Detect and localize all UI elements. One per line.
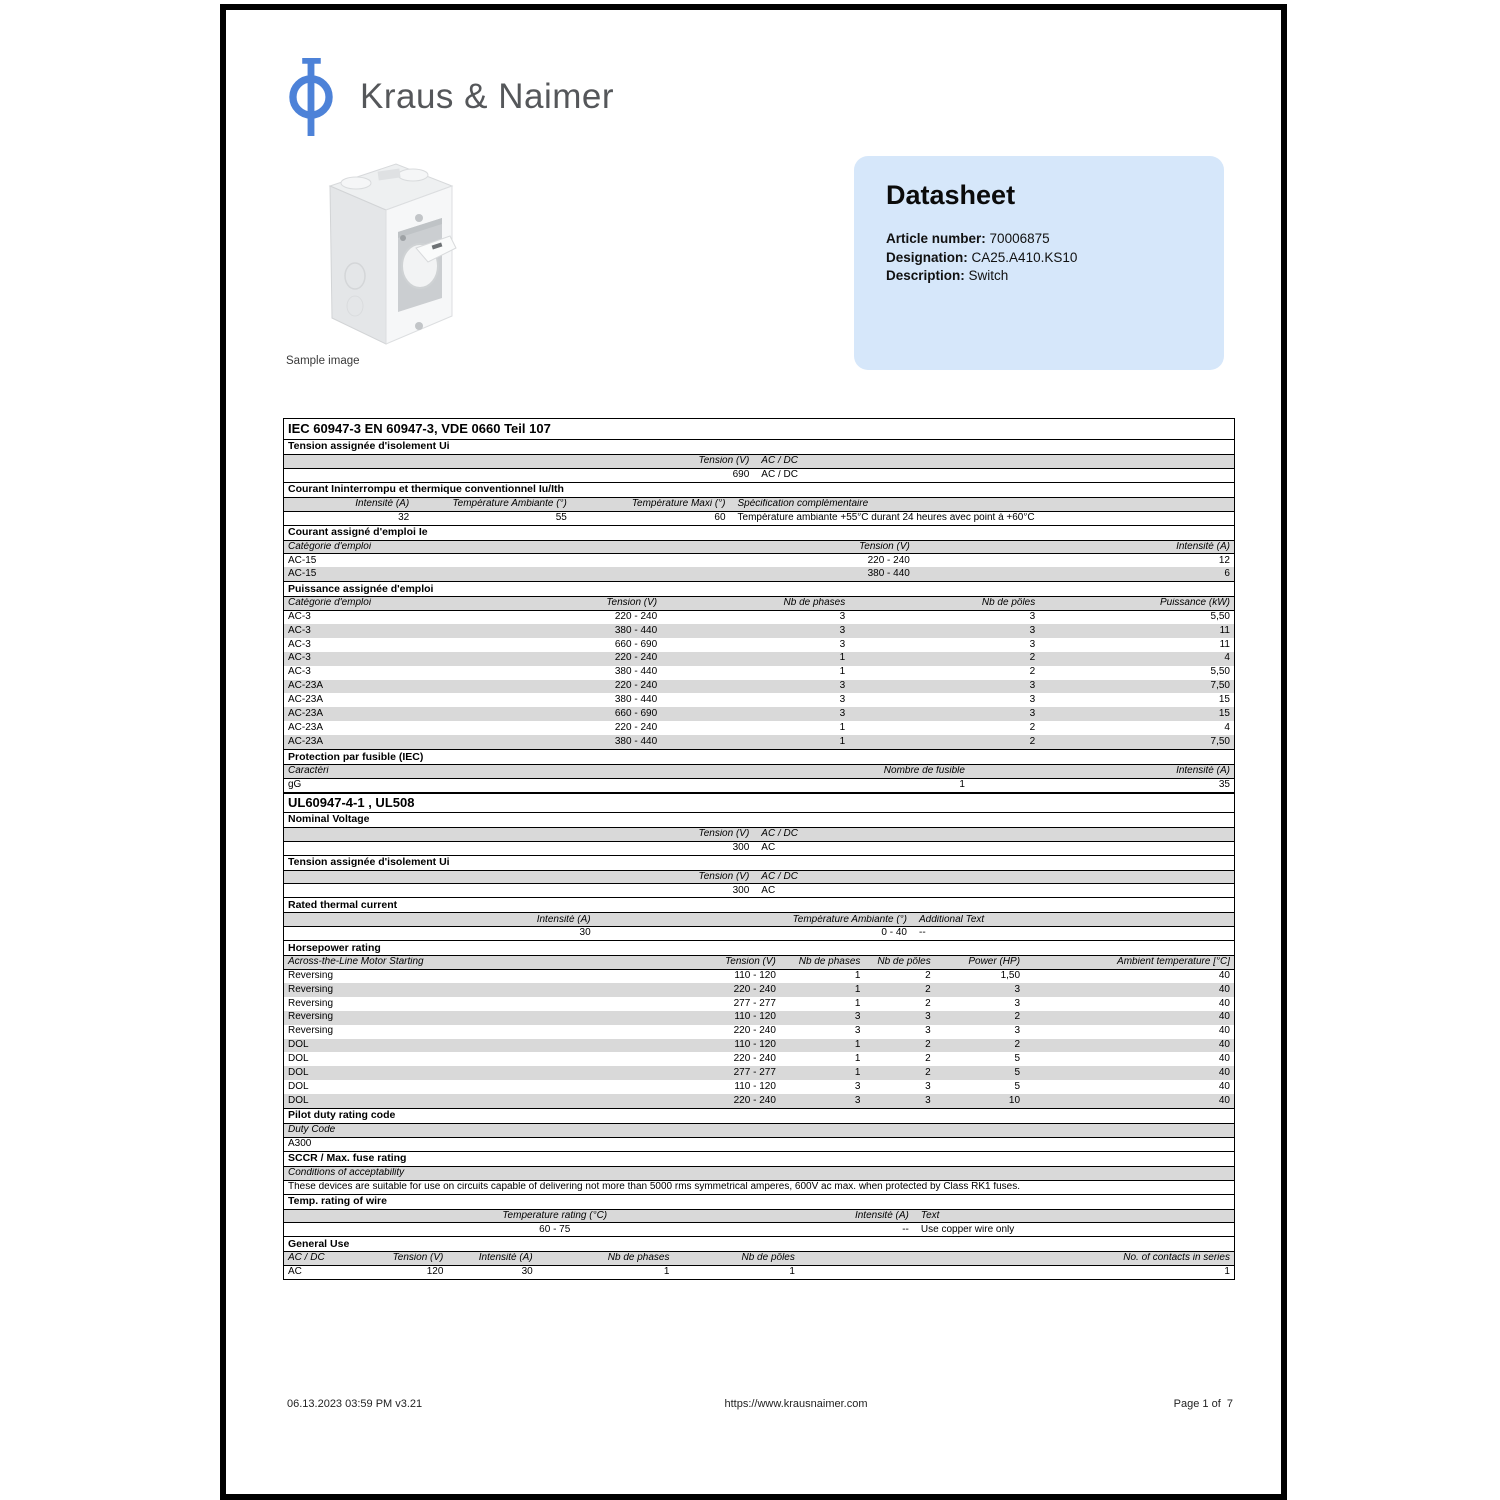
column-header-row xyxy=(284,912,1234,926)
table-cell: Intensité (A) xyxy=(478,1253,533,1264)
table-cell: 1 xyxy=(854,1054,861,1065)
table-cell: 3 xyxy=(925,1095,931,1106)
table-cell: 5 xyxy=(1014,1081,1021,1092)
table-cell: 2 xyxy=(1029,667,1036,678)
table-cell: 1 xyxy=(854,998,861,1009)
table-cell: DOL xyxy=(288,1081,309,1092)
table-cell: AC xyxy=(288,1267,302,1278)
table-cell: 40 xyxy=(1218,1026,1230,1037)
table-cell: Pilot duty rating code xyxy=(288,1110,396,1122)
table-cell: Tension (V) xyxy=(698,829,750,839)
table-cell: Nombre de fusible xyxy=(883,766,965,777)
table-row xyxy=(284,883,1234,897)
description-row xyxy=(886,267,1077,286)
column-header-row xyxy=(284,1209,1234,1223)
table-cell: AC-23A xyxy=(288,709,324,720)
table-cell: 1 xyxy=(663,1267,670,1278)
table-cell: Nominal Voltage xyxy=(288,814,370,826)
table-cell: 220 - 240 xyxy=(614,653,658,664)
sample-image-caption: Sample image xyxy=(286,355,360,367)
description-label: Description: xyxy=(886,268,965,283)
table-cell: Intensité (A) xyxy=(1176,766,1230,777)
table-cell: 3 xyxy=(839,612,846,623)
table-cell: Tension assignée d'isolement Ui xyxy=(288,441,450,453)
table-cell: 3 xyxy=(839,709,846,720)
section-title xyxy=(284,792,1234,812)
table-cell: AC-23A xyxy=(288,722,324,733)
table-cell: 15 xyxy=(1218,709,1230,720)
table-cell: Intensité (A) xyxy=(854,1210,909,1221)
table-cell: 300 xyxy=(732,842,750,853)
table-cell: 1 xyxy=(959,780,965,791)
table-cell: 2 xyxy=(925,971,931,982)
table-cell: DOL xyxy=(288,1067,309,1078)
table-cell: 40 xyxy=(1218,1095,1230,1106)
table-cell: 2 xyxy=(1014,1040,1021,1051)
table-cell: 30 xyxy=(521,1267,533,1278)
article-number-value: 70006875 xyxy=(989,231,1050,246)
table-cell: 380 - 440 xyxy=(614,695,658,706)
table-cell: 5 xyxy=(1014,1054,1021,1065)
table-cell: AC-15 xyxy=(288,555,317,566)
table-cell: AC-23A xyxy=(288,681,324,692)
table-cell: 380 - 440 xyxy=(614,625,658,636)
table-cell: AC-3 xyxy=(288,653,311,664)
table-cell: AC xyxy=(761,885,776,896)
designation-label: Designation: xyxy=(886,249,968,265)
table-row xyxy=(284,1039,1234,1053)
table-cell: 2 xyxy=(1014,1012,1021,1023)
table-cell: 3 xyxy=(1029,681,1036,692)
table-cell: 15 xyxy=(1218,695,1230,706)
page-footer xyxy=(283,1398,1233,1414)
column-header-row xyxy=(284,1123,1234,1137)
table-cell: 60 - 75 xyxy=(539,1224,571,1235)
table-cell: -- xyxy=(902,1224,909,1235)
column-header-row xyxy=(284,540,1234,554)
table-row xyxy=(284,1011,1234,1025)
table-cell: -- xyxy=(918,928,926,939)
table-cell: 220 - 240 xyxy=(733,1095,776,1106)
table-cell: 1,50 xyxy=(1000,971,1021,982)
table-cell: 3 xyxy=(1029,612,1036,623)
table-row xyxy=(284,693,1234,707)
table-cell: Tension (V) xyxy=(859,541,910,552)
datasheet-card xyxy=(854,156,1224,370)
table-cell: Tension assignée d'isolement Ui xyxy=(288,857,450,869)
table-cell: 32 xyxy=(398,512,410,523)
table-cell: Catégorie d'emploi xyxy=(288,541,372,552)
table-cell: General Use xyxy=(288,1238,350,1250)
table-cell: AC / DC xyxy=(761,829,798,839)
table-cell: Tension (V) xyxy=(725,957,776,968)
table-cell: AC-3 xyxy=(288,612,311,623)
column-header-row xyxy=(284,827,1234,841)
table-cell: 1 xyxy=(839,667,846,678)
table-row xyxy=(284,1265,1234,1279)
table-row xyxy=(284,666,1234,680)
description-value: Switch xyxy=(968,268,1009,283)
table-cell: DOL xyxy=(288,1095,309,1106)
table-cell: A300 xyxy=(288,1139,312,1150)
table-cell: 110 - 120 xyxy=(734,1012,776,1023)
table-cell: 300 xyxy=(732,885,750,896)
table-cell: gG xyxy=(288,780,302,791)
table-cell: 660 - 690 xyxy=(614,709,658,720)
table-cell: Ambient temperature [°C] xyxy=(1117,957,1230,968)
table-cell: 4 xyxy=(1224,653,1230,664)
table-cell: Reversing xyxy=(288,984,334,995)
table-row xyxy=(284,778,1234,792)
table-cell: 2 xyxy=(925,984,931,995)
table-cell: DOL xyxy=(288,1040,309,1051)
phi-logo-icon xyxy=(286,56,336,138)
table-cell: 3 xyxy=(839,695,846,706)
table-cell: Catégorie d'emploi xyxy=(288,598,372,609)
table-cell: Tension (V) xyxy=(698,871,750,882)
table-cell: 10 xyxy=(1008,1095,1021,1106)
table-cell: Power (HP) xyxy=(968,957,1021,968)
table-cell: AC-23A xyxy=(288,736,324,747)
table-cell: AC / DC xyxy=(761,470,798,481)
table-cell: 3 xyxy=(1029,709,1036,720)
table-cell: 5,50 xyxy=(1210,667,1230,678)
table-cell: 110 - 120 xyxy=(734,971,776,982)
table-cell: AC-3 xyxy=(288,639,311,650)
table-cell: Puissance (kW) xyxy=(1159,598,1230,609)
table-cell: 3 xyxy=(854,1095,861,1106)
designation-row xyxy=(886,249,1077,268)
table-cell: AC / DC xyxy=(288,1253,325,1264)
table-row xyxy=(284,1025,1234,1039)
column-header-row xyxy=(284,1166,1234,1180)
table-cell: AC-3 xyxy=(288,625,311,636)
table-cell: AC-15 xyxy=(288,569,317,580)
table-cell: 35 xyxy=(1218,780,1230,791)
table-cell: 3 xyxy=(1029,639,1036,650)
table-cell: These devices are suitable for use on circuits capable of delivering not more than 5000 rms symmetrical amperes, 600V ac max. when protected by Class RK1 fuses. xyxy=(288,1181,1021,1192)
subsection-header xyxy=(284,749,1234,764)
table-cell: 7,50 xyxy=(1210,681,1230,692)
table-row xyxy=(284,1137,1234,1151)
column-header-row xyxy=(284,764,1234,778)
table-cell: Conditions of acceptability xyxy=(288,1167,405,1178)
table-cell: 3 xyxy=(1029,625,1036,636)
table-cell: Across-the-Line Motor Starting xyxy=(288,957,424,968)
table-cell: Reversing xyxy=(288,1026,334,1037)
spec-table xyxy=(283,418,1235,1280)
table-cell: 1 xyxy=(1224,1267,1230,1278)
table-cell: Reversing xyxy=(288,998,334,1009)
datasheet-page xyxy=(220,4,1287,1500)
table-cell: Intensité (A) xyxy=(1176,541,1230,552)
subsection-header xyxy=(284,1108,1234,1123)
table-cell: 220 - 240 xyxy=(614,612,658,623)
table-cell: 380 - 440 xyxy=(614,667,658,678)
table-cell: 40 xyxy=(1218,1012,1230,1023)
table-row xyxy=(284,926,1234,940)
table-cell: Caractéri xyxy=(288,766,329,777)
table-cell: 277 - 277 xyxy=(733,998,776,1009)
table-row xyxy=(284,511,1234,525)
table-cell: 2 xyxy=(925,1054,931,1065)
article-number-row xyxy=(886,230,1077,249)
datasheet-fields xyxy=(886,230,1077,286)
column-header-row xyxy=(284,454,1234,468)
table-cell: Duty Code xyxy=(288,1125,336,1136)
table-cell: 40 xyxy=(1218,1081,1230,1092)
table-cell: 40 xyxy=(1218,1067,1230,1078)
table-cell: 3 xyxy=(925,1012,931,1023)
table-cell: 690 xyxy=(732,470,750,481)
table-cell: 220 - 240 xyxy=(614,681,658,692)
subsection-header xyxy=(284,1236,1234,1251)
table-row xyxy=(284,680,1234,694)
table-cell: 4 xyxy=(1224,722,1230,733)
table-cell: Puissance assignée d'emploi xyxy=(288,583,434,595)
footer-datetime-version: 06.13.2023 03:59 PM v3.21 xyxy=(287,1398,423,1410)
table-row xyxy=(284,652,1234,666)
subsection-header xyxy=(284,1194,1234,1209)
table-cell: Protection par fusible (IEC) xyxy=(288,751,424,763)
table-cell: 5,50 xyxy=(1210,612,1230,623)
table-cell: AC-23A xyxy=(288,695,324,706)
table-cell: Temp. rating of wire xyxy=(288,1196,387,1207)
table-cell: 660 - 690 xyxy=(614,639,658,650)
footer-page-number: Page 1 of 7 xyxy=(1173,1398,1233,1410)
footer-url-link[interactable]: https://www.krausnaimer.com xyxy=(724,1398,868,1410)
table-cell: 60 xyxy=(714,512,726,523)
table-cell: Nb de phases xyxy=(607,1253,670,1264)
subsection-header xyxy=(284,482,1234,497)
table-cell: 3 xyxy=(839,639,846,650)
subsection-header xyxy=(284,1151,1234,1166)
table-row xyxy=(284,610,1234,624)
table-cell: 110 - 120 xyxy=(734,1081,776,1092)
table-cell: Additional Text xyxy=(918,914,985,925)
subsection-header xyxy=(284,897,1234,912)
table-cell: 1 xyxy=(854,1040,861,1051)
kraus-naimer-logo xyxy=(286,56,614,138)
table-cell: Horsepower rating xyxy=(288,942,381,954)
table-row xyxy=(284,468,1234,482)
table-cell: 3 xyxy=(839,681,846,692)
table-cell: Intensité (A) xyxy=(536,914,591,925)
table-cell: UL60947-4-1 , UL508 xyxy=(288,795,415,810)
brand-name: Kraus & Naimer xyxy=(360,77,615,116)
table-cell: Tension (V) xyxy=(606,598,658,609)
table-cell: AC xyxy=(761,842,776,853)
subsection-header xyxy=(284,855,1234,870)
table-row xyxy=(284,969,1234,983)
table-cell: Nb de pôles xyxy=(877,957,931,968)
table-cell: 40 xyxy=(1218,998,1230,1009)
table-cell: Température Ambiante (°) xyxy=(452,498,567,509)
table-cell: 12 xyxy=(1218,555,1230,566)
table-cell: Température ambiante +55°C durant 24 heures avec point à +60°C xyxy=(737,512,1035,523)
table-row xyxy=(284,567,1234,581)
table-cell: Spécification complémentaire xyxy=(737,498,869,509)
table-cell: 3 xyxy=(854,1026,861,1037)
table-cell: Rated thermal current xyxy=(288,899,398,911)
table-cell: Reversing xyxy=(288,971,334,982)
table-cell: 1 xyxy=(789,1267,795,1278)
table-cell: 30 xyxy=(579,928,591,939)
table-cell: 3 xyxy=(854,1012,861,1023)
table-cell: 1 xyxy=(854,971,861,982)
table-cell: Température Ambiante (°) xyxy=(792,914,907,925)
product-sample-image xyxy=(300,156,472,354)
table-cell: 2 xyxy=(925,998,931,1009)
table-cell: 380 - 440 xyxy=(614,736,658,747)
article-number-label: Article number: xyxy=(886,231,986,246)
table-cell: 0 - 40 xyxy=(881,928,907,939)
table-cell: IEC 60947-3 EN 60947-3, VDE 0660 Teil 107 xyxy=(288,422,551,436)
table-cell: 3 xyxy=(839,625,846,636)
table-cell: 220 - 240 xyxy=(614,722,658,733)
table-cell: 277 - 277 xyxy=(733,1067,776,1078)
table-cell: AC-3 xyxy=(288,667,311,678)
subsection-header xyxy=(284,940,1234,955)
table-cell: Use copper wire only xyxy=(920,1224,1015,1235)
table-cell: 1 xyxy=(839,722,846,733)
table-cell: 40 xyxy=(1218,1040,1230,1051)
table-cell: AC / DC xyxy=(761,871,798,882)
table-cell: 11 xyxy=(1219,639,1230,650)
table-cell: 3 xyxy=(854,1081,861,1092)
table-cell: 380 - 440 xyxy=(867,569,910,580)
table-cell: 5 xyxy=(1014,1067,1021,1078)
table-cell: 3 xyxy=(1014,1026,1021,1037)
table-row xyxy=(284,721,1234,735)
table-cell: Text xyxy=(920,1210,940,1221)
section-title xyxy=(284,419,1234,439)
table-cell: SCCR / Max. fuse rating xyxy=(288,1153,407,1165)
table-cell: 220 - 240 xyxy=(733,1054,776,1065)
table-cell: DOL xyxy=(288,1054,309,1065)
subsection-header xyxy=(284,525,1234,540)
table-cell: 40 xyxy=(1218,1054,1230,1065)
table-row xyxy=(284,624,1234,638)
table-cell: 2 xyxy=(925,1040,931,1051)
table-cell: Tension (V) xyxy=(392,1253,444,1264)
table-cell: 6 xyxy=(1224,569,1230,580)
table-cell: 120 xyxy=(426,1267,444,1278)
table-cell: 1 xyxy=(854,1067,861,1078)
table-row xyxy=(284,638,1234,652)
table-cell: Courant Ininterrompu et thermique conventionnel Iu/Ith xyxy=(288,484,564,496)
designation-value: CA25.A410.KS10 xyxy=(971,249,1078,265)
table-cell: No. of contacts in series xyxy=(1123,1253,1230,1264)
column-header-row xyxy=(284,870,1234,884)
table-cell: Nb de pôles xyxy=(981,598,1036,609)
table-cell: 55 xyxy=(555,512,567,523)
table-cell: 220 - 240 xyxy=(733,1026,776,1037)
table-row xyxy=(284,553,1234,567)
table-cell: Température Maxi (°) xyxy=(631,498,726,509)
subsection-header xyxy=(284,439,1234,454)
table-row xyxy=(284,841,1234,855)
table-cell: 1 xyxy=(839,736,846,747)
table-cell: 3 xyxy=(1029,695,1036,706)
table-cell: 3 xyxy=(925,1026,931,1037)
table-cell: 2 xyxy=(1029,653,1036,664)
table-cell: 2 xyxy=(1029,722,1036,733)
table-cell: 3 xyxy=(1014,984,1021,995)
table-row xyxy=(284,735,1234,749)
subsection-header xyxy=(284,581,1234,596)
table-cell: 220 - 240 xyxy=(733,984,776,995)
table-row xyxy=(284,1080,1234,1094)
table-row xyxy=(284,1052,1234,1066)
table-row xyxy=(284,707,1234,721)
table-cell: Tension (V) xyxy=(698,456,750,467)
table-cell: 1 xyxy=(854,984,861,995)
table-cell: Nb de phases xyxy=(783,598,846,609)
column-header-row xyxy=(284,497,1234,511)
table-cell: 3 xyxy=(1014,998,1021,1009)
table-cell: 40 xyxy=(1218,984,1230,995)
table-cell: 1 xyxy=(839,653,846,664)
table-cell: 11 xyxy=(1219,625,1230,636)
table-cell: 3 xyxy=(925,1081,931,1092)
table-cell: Nb de pôles xyxy=(741,1253,795,1264)
table-cell: 7,50 xyxy=(1210,736,1230,747)
table-cell: 2 xyxy=(1029,736,1036,747)
column-header-row xyxy=(284,955,1234,969)
table-cell: 220 - 240 xyxy=(867,555,910,566)
table-cell: Reversing xyxy=(288,1012,334,1023)
table-cell: Intensité (A) xyxy=(355,498,410,509)
column-header-row xyxy=(284,596,1234,610)
column-header-row xyxy=(284,1251,1234,1265)
table-row xyxy=(284,997,1234,1011)
table-cell: 40 xyxy=(1218,971,1230,982)
table-row xyxy=(284,1066,1234,1080)
datasheet-title: Datasheet xyxy=(886,180,1016,210)
table-cell: Temperature rating (°C) xyxy=(502,1210,608,1221)
table-row xyxy=(284,1222,1234,1236)
table-row xyxy=(284,1094,1234,1108)
subsection-header xyxy=(284,812,1234,827)
table-cell: AC / DC xyxy=(761,456,798,467)
table-row xyxy=(284,1180,1234,1194)
table-cell: 2 xyxy=(925,1067,931,1078)
table-row xyxy=(284,983,1234,997)
table-cell: 110 - 120 xyxy=(734,1040,776,1051)
table-cell: Courant assigné d'emploi Ie xyxy=(288,527,428,539)
table-cell: Nb de phases xyxy=(798,957,861,968)
